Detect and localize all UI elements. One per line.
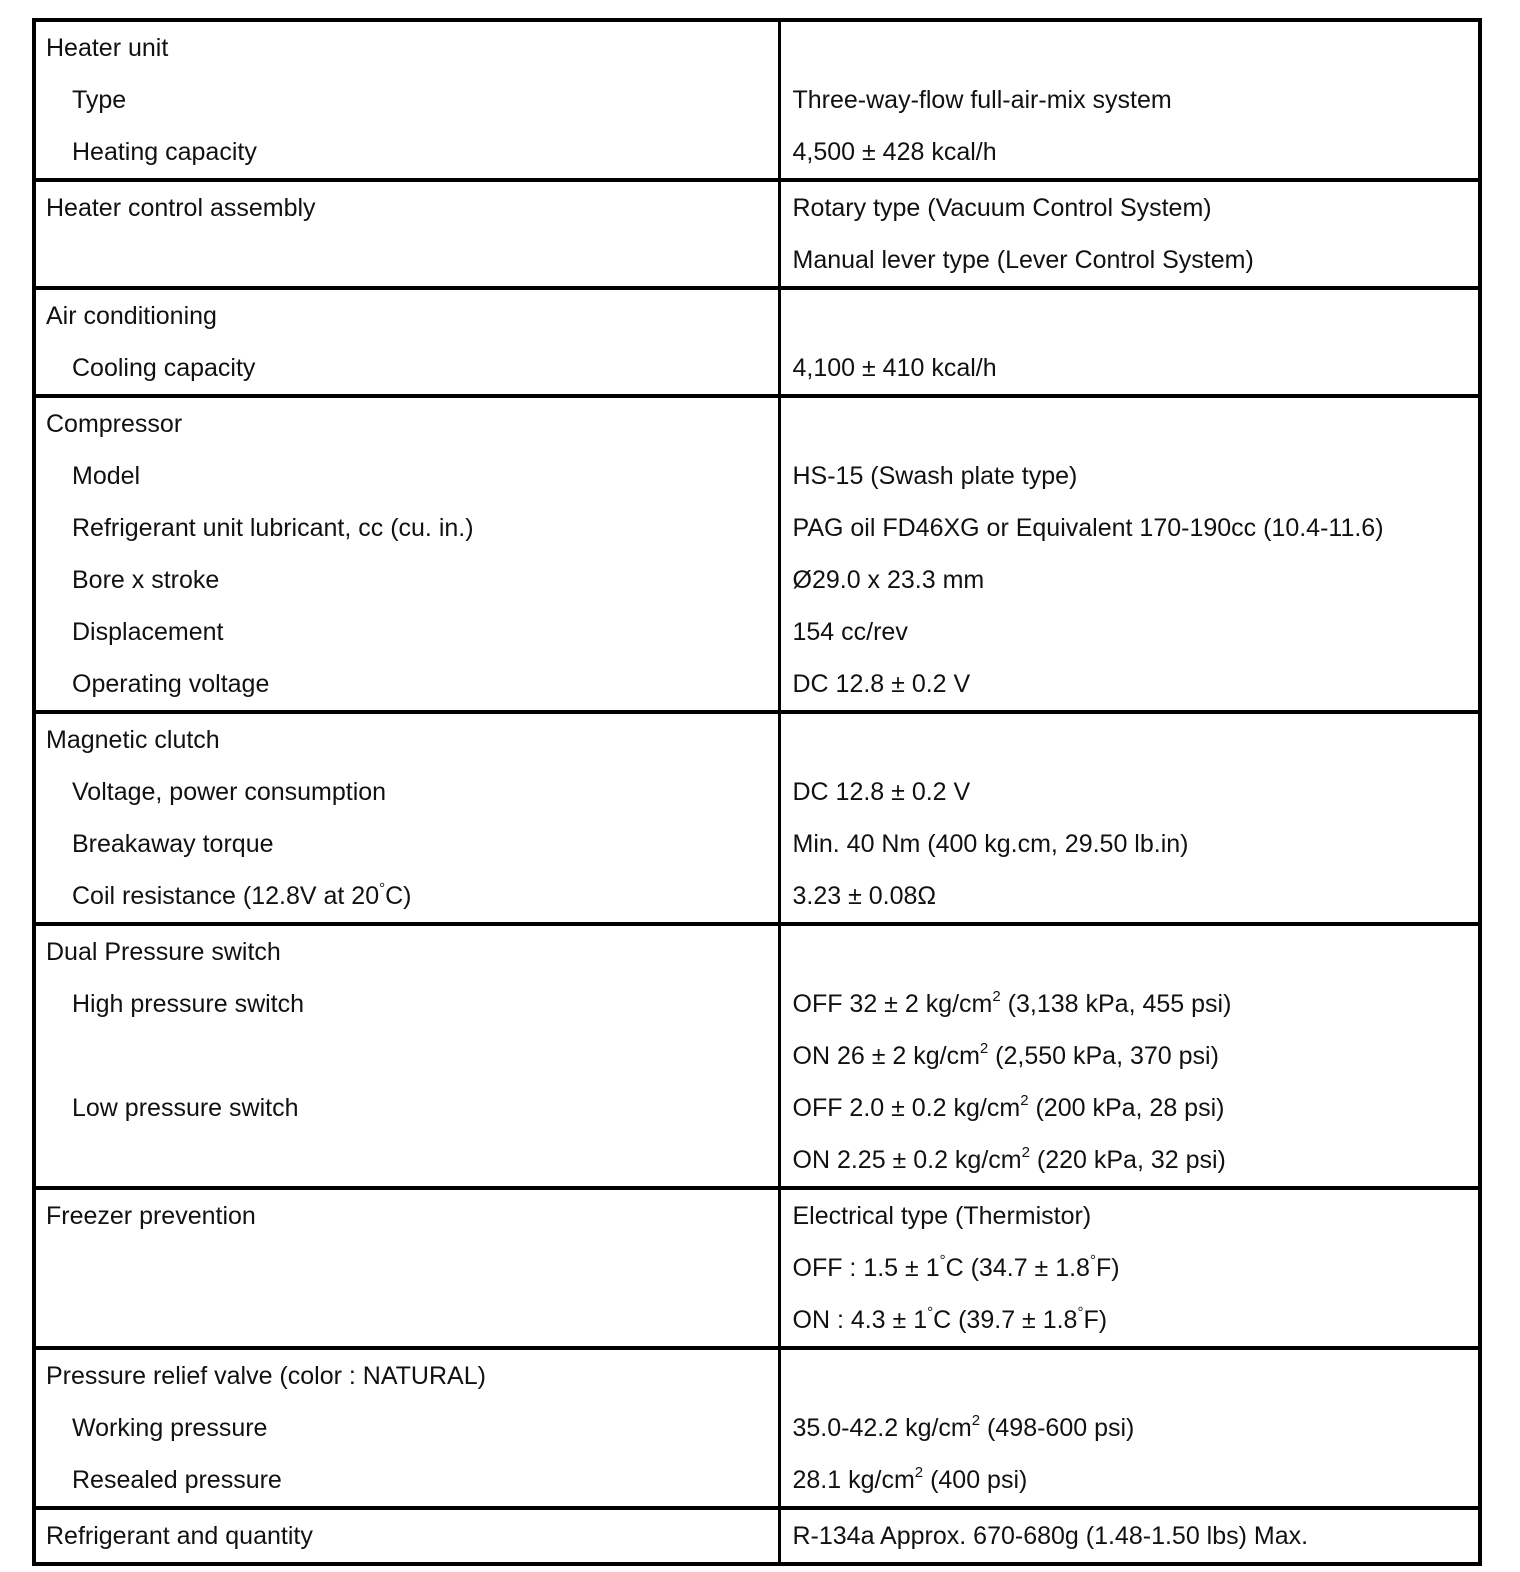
spec-label: Model [72,462,141,490]
section-title: Compressor [46,410,183,438]
spec-value: Three-way-flow full-air-mix system [792,86,1172,114]
spec-value: OFF : 1.5 ± 1°C (34.7 ± 1.8°F) [792,1251,1120,1282]
section-air-conditioning [34,288,1480,396]
specification-table [32,18,1482,1566]
spec-value: DC 12.8 ± 0.2 V [792,670,971,698]
spec-value: 4,100 ± 410 kcal/h [792,354,997,382]
spec-label [36,1242,778,1294]
spec-value: ON 26 ± 2 $kg/cm^2$ (2,550 kPa, 370 psi) [792,1039,1219,1070]
spec-value: Manual lever type (Lever Control System) [792,246,1254,274]
spec-value: 28.1 $kg/cm^2$ (400 psi) [792,1463,1028,1494]
spec-value: 3.23 ± 0.08Ω [792,882,937,910]
section-compressor [34,396,1480,712]
section-heater-control-assembly [34,180,1480,288]
section-dual-pressure-switch [34,924,1480,1188]
section-title: Magnetic clutch [46,726,220,754]
spec-label [36,1134,778,1186]
spec-label: Breakaway torque [72,830,274,858]
section-title: Heater unit [46,34,169,62]
spec-value: PAG oil FD46XG or Equivalent 170-190cc (10.4-11.6) [792,514,1384,542]
section-title-value: Electrical type (Thermistor) [792,1202,1092,1230]
section-title-value [781,714,1479,766]
spec-value: 4,500 ± 428 kcal/h [792,138,997,166]
spec-label: Low pressure switch [72,1094,299,1122]
spec-label [36,234,778,286]
section-title: Freezer prevention [46,1202,256,1230]
spec-value: OFF 2.0 ± 0.2 $kg/cm^2$ (200 kPa, 28 psi) [792,1091,1225,1122]
section-heater-unit [34,20,1480,180]
section-title: Refrigerant and quantity [46,1522,313,1550]
spec-label: Resealed pressure [72,1466,282,1494]
spec-label: Displacement [72,618,224,646]
spec-value: ON 2.25 ± 0.2 $kg/cm^2$ (220 kPa, 32 psi) [792,1143,1226,1174]
spec-label: Heating capacity [72,138,257,166]
section-refrigerant-and-quantity [34,1508,1480,1564]
section-title-value [781,22,1479,74]
section-title: Pressure relief valve (color : NATURAL) [46,1362,486,1390]
spec-value: HS-15 (Swash plate type) [792,462,1078,490]
section-title-value: R-134a Approx. 670-680g (1.48-1.50 lbs) Max. [792,1522,1309,1550]
spec-value: DC 12.8 ± 0.2 V [792,778,971,806]
spec-label: Operating voltage [72,670,270,698]
spec-label: Refrigerant unit lubricant, cc (cu. in.) [72,514,474,542]
spec-value: 154 cc/rev [792,618,908,646]
section-title-value [781,1350,1479,1402]
spec-label: Working pressure [72,1414,268,1442]
section-title-value [781,398,1479,450]
spec-label: Bore x stroke [72,566,220,594]
section-title-value [781,290,1479,342]
spec-label: Coil resistance (12.8V at 20°C) [72,879,412,910]
spec-label [36,1294,778,1346]
spec-label: Type [72,86,127,114]
spec-label [36,1030,778,1082]
section-title-value [781,926,1479,978]
spec-label: Voltage, power consumption [72,778,387,806]
section-magnetic-clutch [34,712,1480,924]
section-title: Heater control assembly [46,194,316,222]
spec-value: Ø29.0 x 23.3 mm [792,566,985,594]
spec-value: Min. 40 Nm (400 kg.cm, 29.50 lb.in) [792,830,1189,858]
section-title-value: Rotary type (Vacuum Control System) [792,194,1212,222]
section-title: Dual Pressure switch [46,938,281,966]
spec-label: Cooling capacity [72,354,256,382]
spec-value: ON : 4.3 ± 1°C (39.7 ± 1.8°F) [792,1303,1108,1334]
section-pressure-relief-valve [34,1348,1480,1508]
section-freezer-prevention [34,1188,1480,1348]
spec-value: OFF 32 ± 2 $kg/cm^2$ (3,138 kPa, 455 psi) [792,987,1232,1018]
spec-value: 35.0-42.2 $kg/cm^2$ (498-600 psi) [792,1411,1135,1442]
section-title: Air conditioning [46,302,217,330]
spec-label: High pressure switch [72,990,305,1018]
